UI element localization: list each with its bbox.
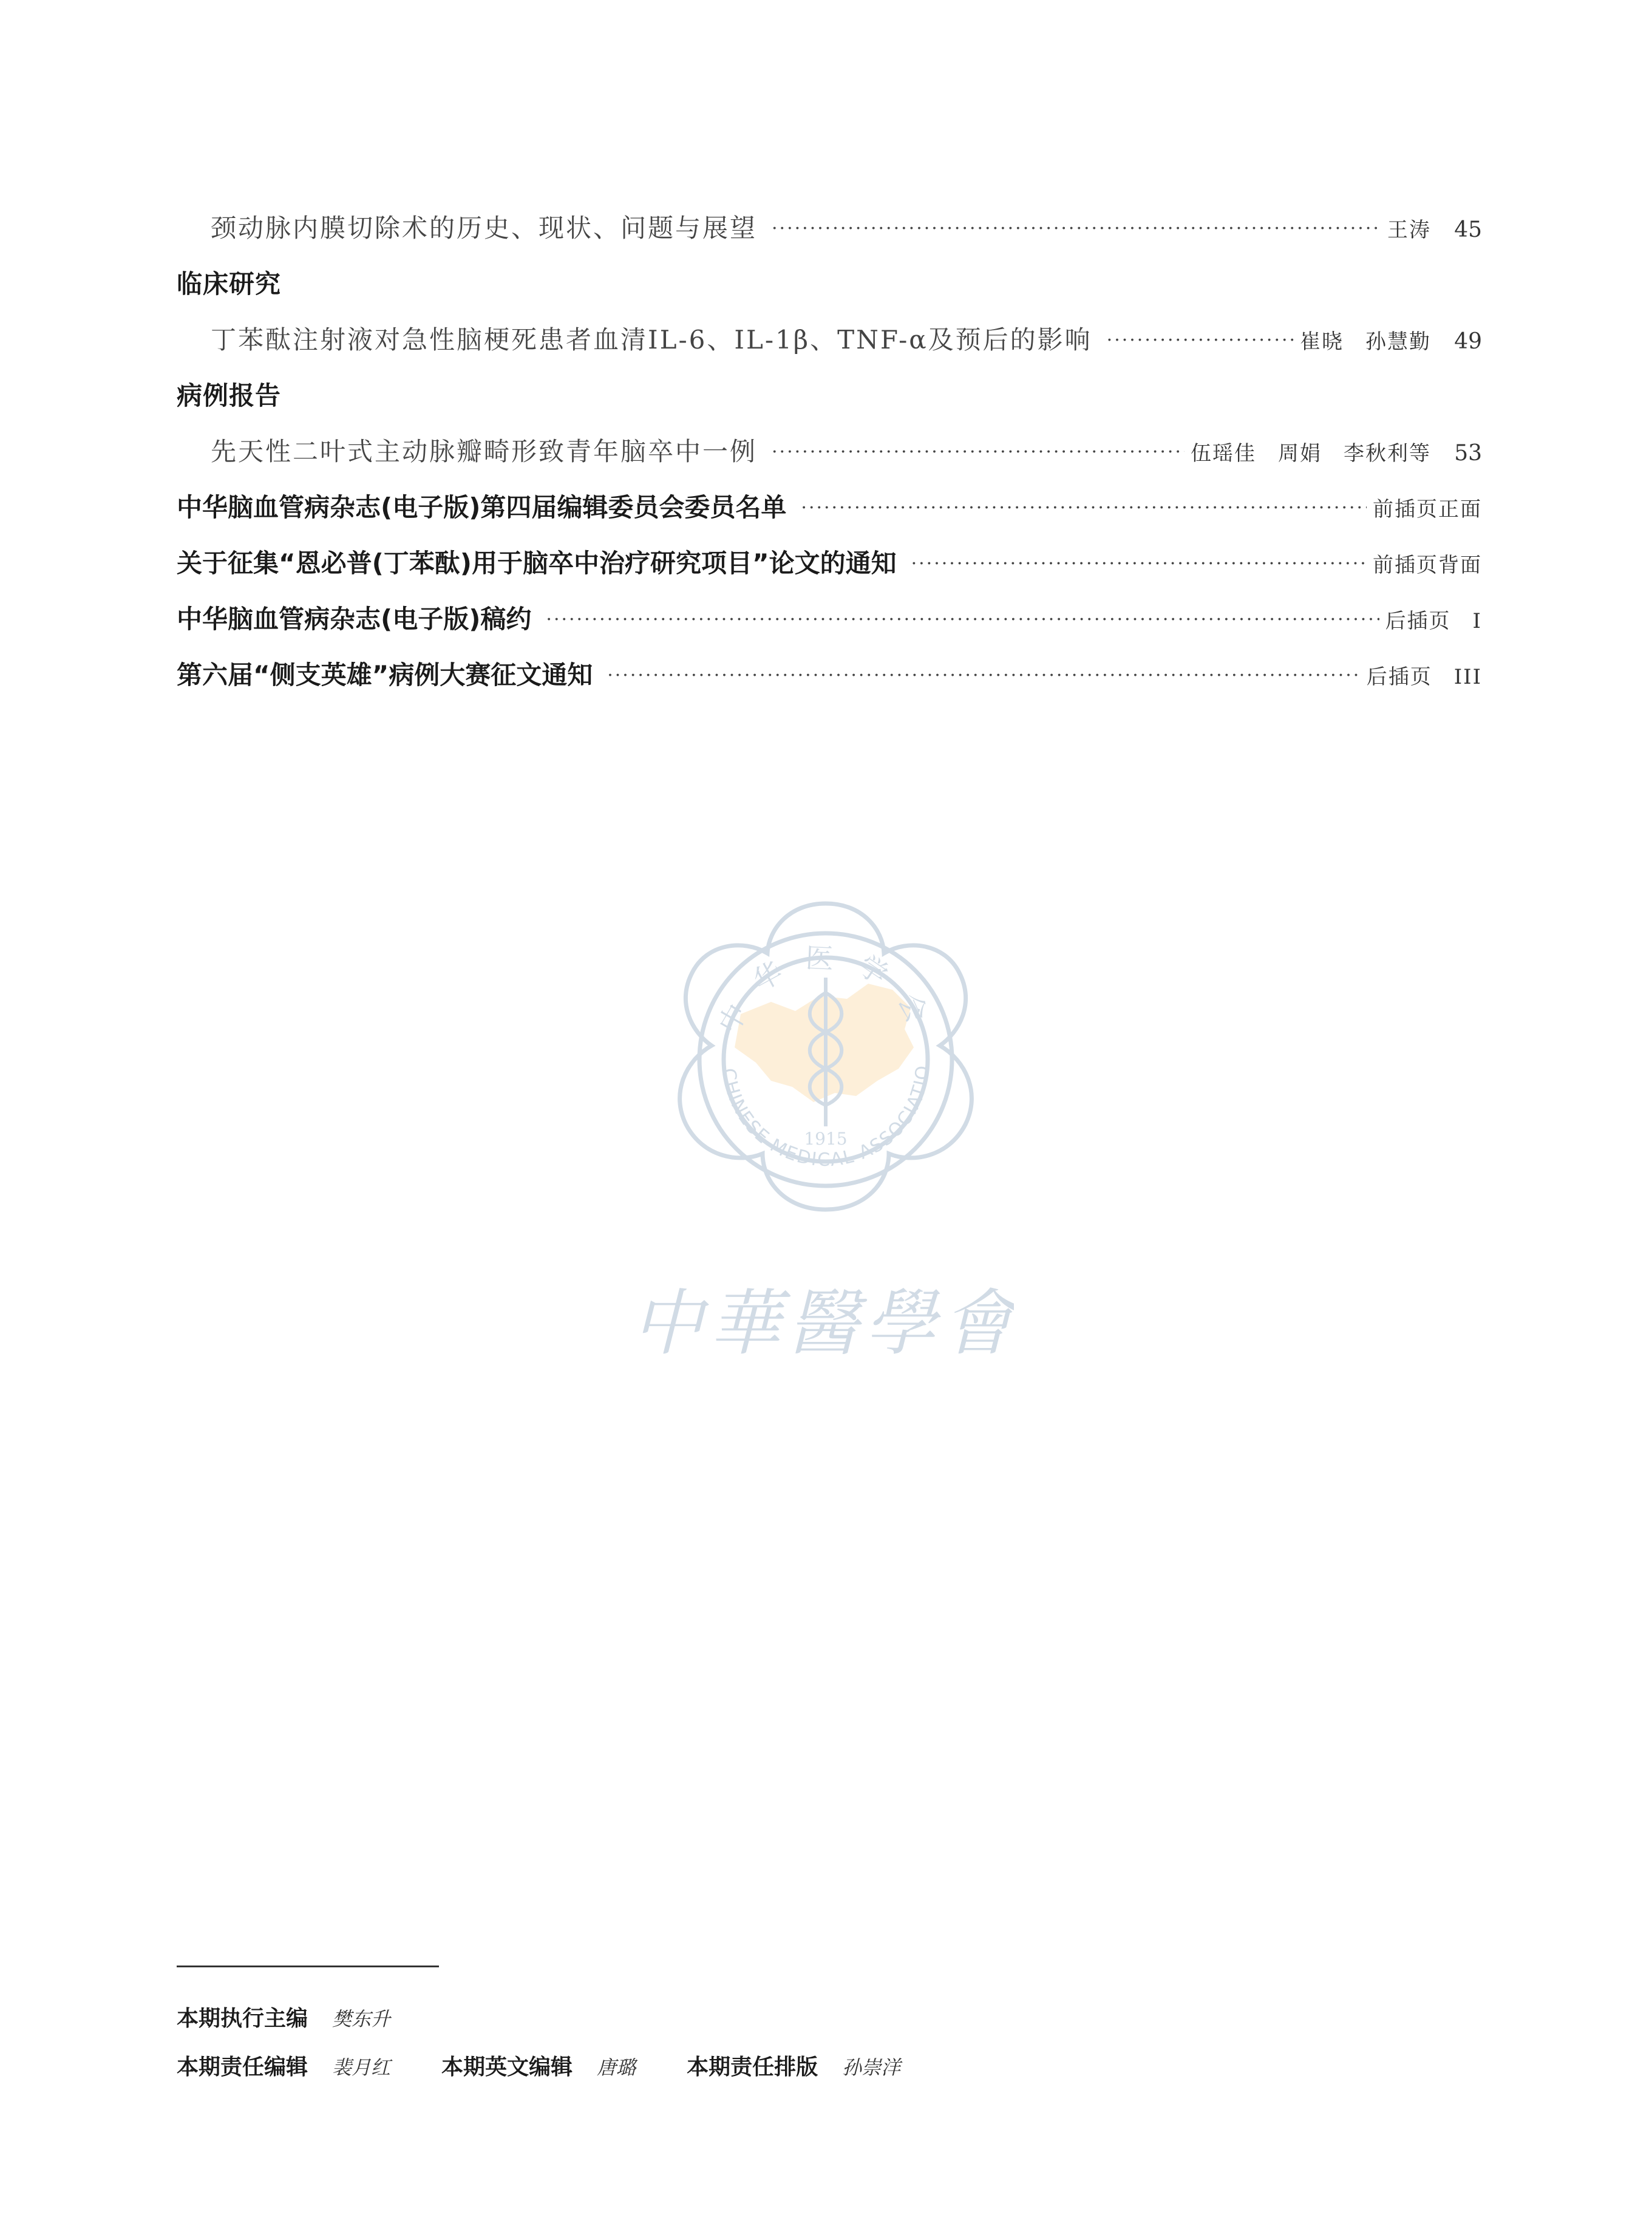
insert-page: 前插页正面 (1373, 497, 1482, 522)
en-editor-name: 唐璐 (597, 2056, 636, 2079)
editor-credits (177, 1995, 951, 2092)
insert-page: 后插页 I (1385, 609, 1482, 633)
toc-notice-case-contest[interactable] (177, 647, 1482, 703)
en-editor-label: 本期英文编辑 (441, 2055, 573, 2080)
dot-leader (1107, 313, 1294, 369)
notice-title[interactable]: 第六届“侧支英雄”病例大赛征文通知 (177, 660, 593, 690)
dot-leader (772, 424, 1185, 480)
notice-title[interactable]: 关于征集“恩必普(丁苯酞)用于脑卒中治疗研究项目”论文的通知 (177, 548, 897, 578)
section-clinical-research (177, 256, 1482, 312)
exec-editor-label: 本期执行主编 (177, 2006, 308, 2031)
section-case-report (177, 368, 1482, 424)
page-number: 53 (1454, 441, 1482, 466)
layout-label: 本期责任排版 (687, 2055, 818, 2080)
page-number: 45 (1454, 217, 1482, 242)
insert-page: 后插页 III (1366, 665, 1482, 689)
insert-page: 前插页背面 (1373, 553, 1482, 577)
toc-entry-bicuspid-valve[interactable] (177, 424, 1482, 480)
toc-entry-butylphthalide[interactable] (177, 312, 1482, 368)
credit-row-1 (177, 1995, 951, 2043)
article-title[interactable]: 先天性二叶式主动脉瓣畸形致青年脑卒中一例 (211, 437, 758, 466)
resp-editor-name: 裴月红 (332, 2056, 391, 2079)
calligraphy-text: 中華醫學會 (637, 1281, 1014, 1365)
section-heading: 病例报告 (177, 381, 282, 410)
footer-divider (177, 1966, 439, 1967)
toc-notice-author-guidelines[interactable] (177, 591, 1482, 647)
toc-notice-editorial-board[interactable] (177, 480, 1482, 536)
section-heading: 临床研究 (177, 269, 282, 299)
dot-leader (911, 536, 1367, 592)
article-title[interactable]: 丁苯酞注射液对急性脑梗死患者血清IL-6、IL-1β、TNF-α及预后的影响 (211, 325, 1092, 355)
table-of-contents (177, 200, 1482, 703)
logo-year: 1915 (804, 1129, 848, 1149)
article-authors: 伍瑶佳 周娟 李秋利等 (1191, 441, 1431, 466)
dot-leader (546, 592, 1379, 648)
article-title[interactable]: 颈动脉内膜切除术的历史、现状、问题与展望 (211, 213, 758, 243)
article-authors: 王涛 (1387, 218, 1431, 242)
logo-english-name: CHINESE MEDICAL ASSOCIATIO (718, 1063, 934, 1171)
notice-title[interactable]: 中华脑血管病杂志(电子版)第四届编辑委员会委员名单 (177, 492, 787, 522)
resp-editor-label: 本期责任编辑 (177, 2055, 308, 2080)
credit-row-2 (177, 2043, 951, 2092)
layout-name: 孙崇洋 (842, 2056, 901, 2079)
page-number: 49 (1454, 329, 1482, 354)
exec-editor-name: 樊东升 (332, 2007, 391, 2030)
cma-watermark-logo (637, 887, 1014, 1421)
dot-leader (801, 480, 1367, 536)
dot-leader (607, 648, 1360, 704)
toc-entry-cea-history[interactable] (177, 200, 1482, 256)
article-authors: 崔晓 孙慧勤 (1300, 330, 1431, 354)
toc-notice-call-for-papers[interactable] (177, 536, 1482, 591)
cma-emblem-icon (637, 887, 1014, 1421)
dot-leader (772, 201, 1381, 257)
notice-title[interactable]: 中华脑血管病杂志(电子版)稿约 (177, 604, 532, 634)
logo-chinese-name: 中华医学会 (712, 941, 943, 1047)
